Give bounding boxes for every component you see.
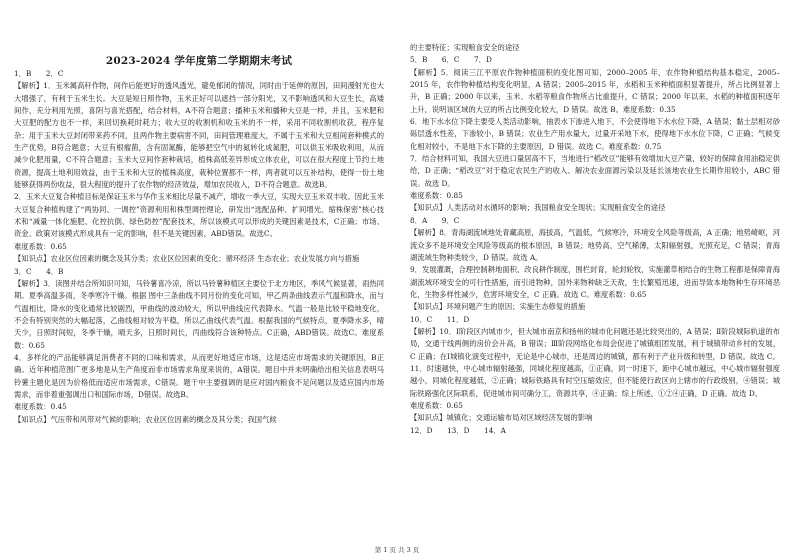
analysis-paragraph: 【解析】8．青海湖流域地处青藏高原，海拔高，气温低，气候寒冷，环境安全风险等级高，A 正确；地势崎岖，河流众多不是环境安全风险等级高的根本原因，B 错误；地势高，空气稀薄，太阳辐射强，光照充足，C 错误；青海湖流域生物种类较少，D 错误。故选 A。 — [410, 228, 780, 262]
left-column — [14, 0, 384, 544]
right-column — [410, 0, 780, 544]
analysis-paragraph: 7．结合材料可知，我国大豆进口量居高不下，当地进行“稻改豆”能够有效增加大豆产量，较好的保障食用油稳定供给，D 正确；“稻改豆”对于稳定农民生产的收入、解决农业面源污染以及延长该地农业生长期作用较小，ABC 错误。故选 D。 — [410, 154, 780, 188]
knowledge-point-continued: 的主要特征；实现粮食安全的途径 — [410, 43, 520, 52]
analysis-paragraph: 【解析】5．阅读三江平原农作物种植面积的变化图可知，2000–2005 年，农作物种植结构基本稳定，2005–2015 年，农作物种植结构变化明显，A 错误；2005–2015 年，水稻和玉米种植面积显著提升，所占比例显著上升，B 正确；2000 年以来，玉米、水稻等粮食作物所占比重提升，C 错误；2000 年以来，水稻的种植面积逐年上升，说明该区域的大豆的所占比例变化较大，D 错误。故选 B。难度系数：0.35 — [410, 67, 780, 114]
analysis-paragraph: 【解析】3．读图并结合所知识可知，马铃薯喜冷凉，所以马铃薯种植区主要位于北方地区，季风气候显著，雨热同期。夏季高温多雨，冬季寒冷干燥。根据 图中三条曲线不同月份的变化可知，甲乙两条曲线表示气温和降水，而与气温相比，降水的变化通常比较剧烈，甲曲线的波动较大，所以甲曲线应代表降水。气温一般是比较平稳地变化，不会有特别突然的大幅起落，乙曲线相对较为平稳，所以乙曲线代表气温。根据我国的气候特点，夏季降水多，晴天少，日照时间短，冬季干燥，晴天多，日照时间长，丙曲线符合该种特点。C正确，ABD错误。故选C。难度系数：0.65 — [14, 278, 384, 350]
difficulty-line: 难度系数：0.65 — [410, 400, 463, 410]
analysis-paragraph: 【解析】10．Ⅰ阶段区内城市少，但大城市南京和扬州的城市化问题还是比较突出的，A 错误；Ⅱ阶段城际轨道的布局，交通干线两侧的房价会升高，B 错误；Ⅲ阶段网络化布局会促进了城镇组团发展，利于城镇带动乡村的发展，C 正确；在Ⅰ城镇化演变过程中，无论是中心城市，还是周边的城镇，都有利于产业升级和转型，D 错误。故选 C。 — [410, 326, 780, 361]
left-column-text — [14, 68, 384, 426]
answer-line: 10．C 11．D — [410, 314, 470, 324]
answer-line: 5．B 6．C 7．D — [410, 55, 492, 65]
page-title: 2023-2024 学年度第二学期期末考试 — [105, 55, 293, 67]
page-number-footer: 第 1 页 共 3 页 — [374, 546, 420, 554]
knowledge-point: 【知识点】农业区位因素的概念及其分类；农业区位因素的变化；循环经济 生态农业；农业发展方向与措施 — [14, 254, 360, 264]
knowledge-point: 【知识点】城镇化；交通运输布局对区域经济发展的影响 — [410, 413, 593, 423]
difficulty-line: 难度系数：0.65 — [14, 241, 67, 251]
analysis-paragraph: 【解析】1．玉米属高秆作物，间作后能更好的透风透光，避免郁闭的情况，同时由于延伸的原因，田间漫射光也大大增强了，有利于玉米生长。大豆是短日照作物，玉米正好可以遮挡一部分阳光，又不影响透风和大豆生长，高矮间作，充分利用光照，喜阴与喜光搭配，结合材料，A不符合题意；播种玉米和播种大豆是一样，并且，玉米肥和大豆肥的配方也不一样，来回切换耗时耗力；收大豆的收割机和收玉米的不一样，采用不同收割机收获，程序复杂；用于玉米大豆封闭带来药不同，且两作物主要病害不同，田间管理难度大，不属于玉米和大豆相间套种模式的生产优势，B符合题意；大豆有根瘤菌，含有固氮酶，能够把空气中的氮转化成氮肥，可以供玉米吸收利用，从而减少化肥用量，C不符合题意；玉米大豆间作套种栽培，植株高低差异形成立体农业，可以在很大程度上节约土地资源，提高土地利用效益，由于玉米和大豆的植株高度，栽种位置都不一样，两者就可以互补结构，使得一份土地能够获得两份收益，很大程度的提升了农作物的经济效益，增加农民收入，D不符合题意。故选B。 — [14, 81, 384, 190]
analysis-paragraph: 9．发展灌溉，合理控制耕地面积、改良耕作制度，围栏封育，轮封轮牧，实施灌草相结合的生物工程都是保障青海湖流域环境安全的可行性措施，而引进物种，国外来物种缺乏天敌，生长繁殖迅速，进而导致本地物种生存环境恶化，生物多样性减少，危害环境安全，C 正确。故选 C。难度系数：0.65 — [410, 265, 780, 299]
analysis-paragraph: 4．多样化的产品能够满足消费者不同的口味和需求，从而更好地适应市场，这是适应市场需求的关键原因，B正确。近年种植范围广更多地是从生产角度而非市场需求角度来说的，A错误。题目中并未明确给出相关信息表明马铃薯主题化是因为价格低而适应市场需求，C错误。题干中主要强调的是应对国内粮食不足问题以及适应国内市场需求，而非着重强调出口和国际市场，D错误。故选B。 — [14, 352, 384, 399]
analysis-paragraph: 6．地下水水位下降主要受人类活动影响，抽表水下渗进入地下，不会使得地下水水位下降，A 错误；黏土层相对砂砾层透水性差，下渗较小，B 错误；农业生产用水量大，过量开采地下水，使得地下水水位下降，C 正确；气候变化相对较小，不是地下水下降的主要原因，D 错误。故选 C。难度系数：0.75 — [410, 117, 780, 151]
analysis-paragraph: 11．时速越快，中心城市辐射越强，同城化程度越高，①正确，同一时速下，距中心城市越远，中心城市辐射强度越小，同城化程度越低，②正确；城际铁路具有时空压缩效应，但不能使行政区向上辖市的行政级别，④错误；城际铁路强化区际联系，促进城市间可确分工，资源共享，④正确；综上所述，①②④正确，D 正确。故选 D。 — [410, 363, 780, 398]
right-column-text — [410, 42, 780, 437]
knowledge-point: 【知识点】环境问题产生的原因；实施生态修复的措施 — [410, 302, 586, 312]
answer-line: 1．B 2．C — [14, 69, 64, 78]
answer-line: 12．D 13．D 14．A — [410, 425, 506, 435]
knowledge-point: 【知识点】气压带和风带对气候的影响；农业区位因素的概念及其分类；我国气候 — [14, 414, 277, 424]
difficulty-line: 难度系数：0.45 — [14, 402, 67, 412]
answer-line: 8．A 9．C — [410, 215, 460, 225]
knowledge-point: 【知识点】人类活动对水循环的影响；我国粮食安全现状；实现粮食安全的途径 — [410, 203, 666, 213]
difficulty-line: 难度系数：0.85 — [410, 191, 463, 201]
analysis-paragraph: 2．玉米大豆复合种植目标是保证玉米与华作玉米相比尽量不减产，增收一季大豆，实现大豆玉米双丰收。因此玉米大豆复合种植构建了“两协同、一调控”资源利用和株型调控理论，研发出“选配品种、扩间增光、缩株保密”核心技术和“减量一体化施肥、化控抗倒、绿色防控”配套技术，所以该模式可以形成的关键因素是技术，C正确；市场、资金、政策对该模式形成具有一定的影响，但不是关键因素，ABD错误。故选C。 — [14, 192, 384, 239]
answer-line: 3．C 4．B — [14, 266, 64, 276]
